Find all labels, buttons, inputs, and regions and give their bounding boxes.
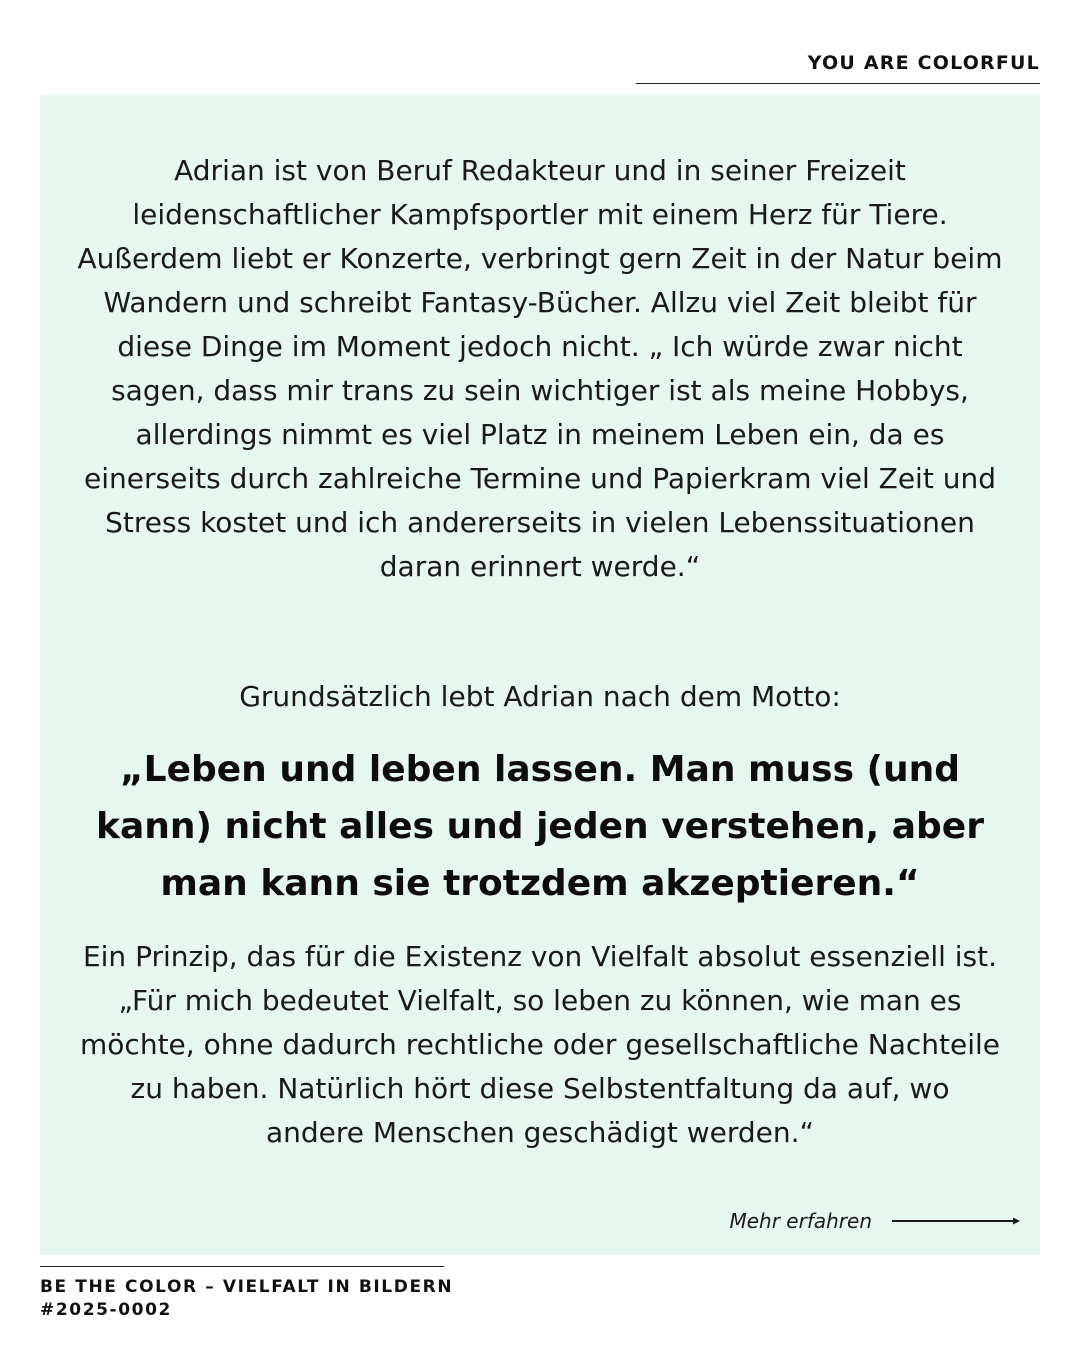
footer-series-id: #2025-0002 [40,1300,172,1320]
motto-quote: „Leben und leben lassen. Man muss (und kann) nicht alles und jeden verstehen, aber man kann sie trotzdem akzeptieren.“ [96,749,984,904]
closing-paragraph: Ein Prinzip, das für die Existenz von Vielfalt absolut essenziell ist. „Für mich bedeutet Vielfalt, so leben zu können, wie man es möchte, ohne dadurch rechtliche oder gesellschaftliche Nachteile zu haben. Natürlich hört diese Selbstentfaltung da auf, wo andere Menschen geschädigt werden.“ [80,940,1000,1149]
content-panel [40,95,1040,1255]
header-divider [636,83,1040,84]
intro-paragraph: Adrian ist von Beruf Redakteur und in seiner Freizeit leidenschaftlicher Kampfsportler mit einem Herz für Tiere. Außerdem liebt er Konzerte, verbringt gern Zeit in der Natur beim Wandern und schreibt Fantasy-Bücher. Allzu viel Zeit bleibt für diese Dinge im Moment jedoch nicht. „ Ich würde zwar nicht sagen, dass mir trans zu sein wichtiger ist als meine Hobbys, allerdings nimmt es viel Platz in meinem Leben ein, da es einerseits durch zahlreiche Termine und Papierkram viel Zeit und Stress kostet und ich andererseits in vielen Lebenssituationen daran erinnert werde.“ [77,154,1003,583]
footer-series-title: BE THE COLOR – VIELFALT IN BILDERN [40,1277,454,1297]
arrow-right-icon [892,1216,1020,1226]
more-link-label: Mehr erfahren [729,1209,872,1233]
header-label: YOU ARE COLORFUL [807,52,1040,74]
footer-divider [40,1266,444,1267]
motto-intro-paragraph: Grundsätzlich lebt Adrian nach dem Motto: [239,680,841,713]
more-link[interactable] [729,1209,1020,1233]
